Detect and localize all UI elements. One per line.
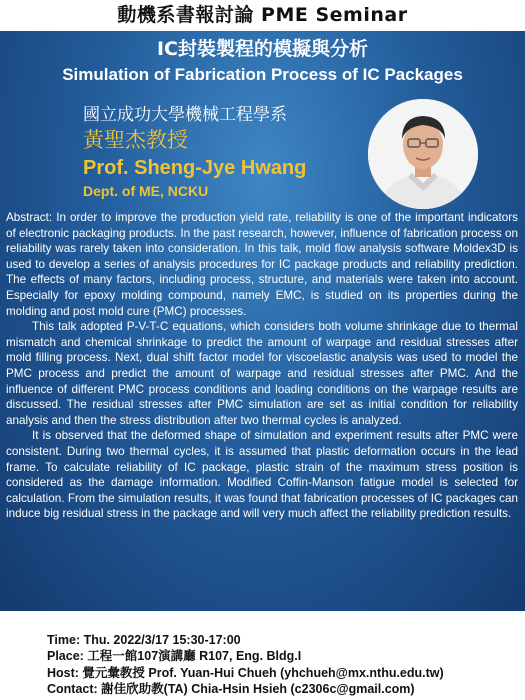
speaker-department-chinese: 國立成功大學機械工程學系 [83, 105, 287, 125]
speaker-name-english: Prof. Sheng-Jye Hwang [83, 157, 307, 179]
event-contact: Contact: 謝佳欣助教(TA) Chia-Hsin Hsieh (c2306c@gmail.com) [47, 682, 415, 697]
speaker-photo [368, 99, 478, 209]
abstract-text [6, 210, 518, 522]
abstract-paragraph-1: Abstract: In order to improve the production yield rate, reliability is one of the important indicators of electronic packaging products. In the past research, however, influence of fabrication process on reliability was rarely taken into consideration. In this talk, mold flow analysis software Moldex3D is used to develop a series of analysis procedures for IC package products and reliability prediction. The effects of many factors, including process, structure, and materials were taken into account. Especially for epoxy molding compound, namely EMC, is studied on its properties during the molding and post mold cure (PMC) processes. [6, 211, 518, 318]
abstract-paragraph-3: It is observed that the deformed shape of simulation and experiment results after PMC were consistent. During two thermal cycles, it is assumed that plastic deformation occurs in the lead frame. To calculate reliability of IC package, plastic strain of the maximum stress position is considered as the damage information. Modified Coffin-Manson fatigue model is selected for calculation. From the simulation results, it was found that fabrication processes of IC packages can induce big residual stress in the package and will very much affect the reliability prediction results. [6, 429, 518, 521]
talk-title-chinese: IC封裝製程的模擬與分析 [156, 38, 368, 60]
event-info [47, 632, 517, 698]
event-host: Host: 覺元彙教授 Prof. Yuan-Hui Chueh (yhchueh@mx.nthu.edu.tw) [47, 665, 444, 680]
speaker-name-chinese: 黃聖杰教授 [83, 128, 188, 152]
event-place: Place: 工程一館107演講廳 R107, Eng. Bldg.I [47, 649, 302, 664]
speaker-portrait-icon [368, 99, 478, 209]
speaker-department-english: Dept. of ME, NCKU [83, 183, 209, 199]
seminar-header: 動機系書報討論 PME Seminar [117, 4, 408, 26]
abstract-paragraph-2: This talk adopted P-V-T-C equations, which considers both volume shrinkage due to thermal mismatch and chemical shrinkage to predict the amount of warpage and residual stresses after mold filling process. Next, dual shift factor model for viscoelastic analysis was used to model the PMC process and predict the amount of warpage and residual stresses after PMC. And the influence of different PMC process conditions and loading conditions on the warpage results are discussed. The residual stresses after PMC simulation are set as initial condition for reliability analysis and then the stress distribution after two thermal cycles is analyzed. [6, 320, 518, 427]
event-time: Time: Thu. 2022/3/17 15:30-17:00 [47, 633, 241, 647]
talk-title-english: Simulation of Fabrication Process of IC Packages [62, 65, 463, 84]
